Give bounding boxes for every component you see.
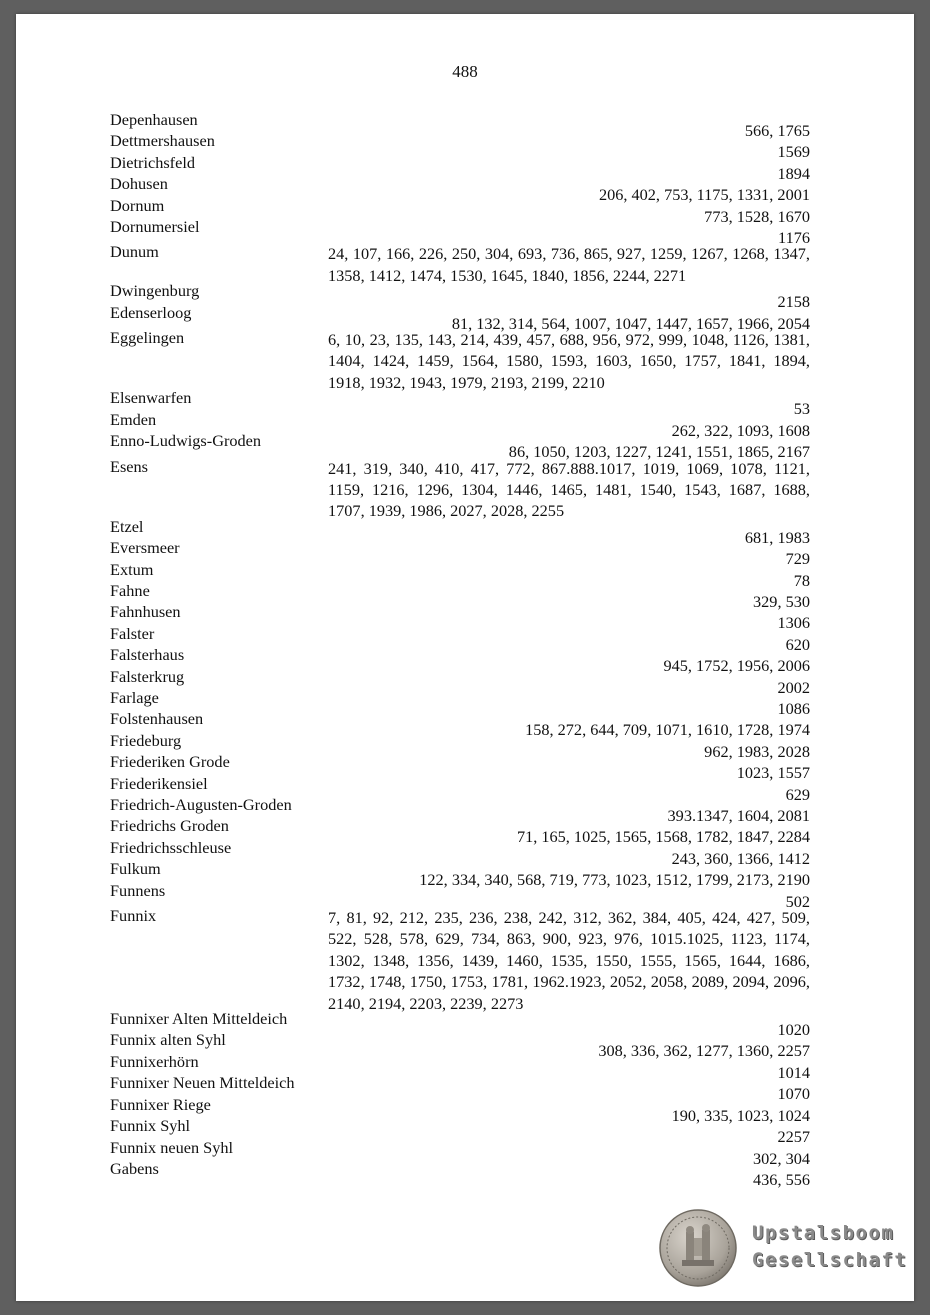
reference-numbers: 53 bbox=[793, 399, 810, 419]
reference-numbers: 502 bbox=[785, 891, 810, 911]
society-name-line1: Upstalsboom bbox=[752, 1222, 895, 1244]
reference-numbers: 24, 107, 166, 226, 250, 304, 693, 736, 865, 927, 1259, 1267, 1268, 1347, 1358, 1412, 1474, 1530, 1645, 1840, 1856, 2244, 2271 bbox=[328, 244, 810, 285]
place-name: Dornumersiel bbox=[110, 217, 200, 237]
reference-numbers: 2257 bbox=[777, 1127, 810, 1147]
place-name: Enno-Ludwigs-Groden bbox=[110, 431, 262, 451]
reference-numbers: 1020 bbox=[777, 1020, 810, 1040]
place-name: Falster bbox=[110, 623, 155, 643]
place-name: Friedrichs Groden bbox=[110, 816, 229, 836]
reference-numbers: 1070 bbox=[777, 1084, 810, 1104]
reference-numbers: 945, 1752, 1956, 2006 bbox=[663, 656, 810, 676]
place-name: Farlage bbox=[110, 687, 159, 707]
place-name: Funnix neuen Syhl bbox=[110, 1137, 234, 1157]
reference-numbers: 78 bbox=[793, 570, 810, 590]
place-name: Depenhausen bbox=[110, 110, 198, 129]
place-name: Dettmershausen bbox=[110, 131, 215, 151]
reference-numbers: 86, 1050, 1203, 1227, 1241, 1551, 1865, 2167 bbox=[508, 442, 810, 462]
reference-numbers: 436, 556 bbox=[753, 1169, 810, 1189]
society-name bbox=[752, 1220, 907, 1274]
place-name: Eversmeer bbox=[110, 538, 180, 558]
place-name: Funnix alten Syhl bbox=[110, 1030, 226, 1050]
place-name: Gabens bbox=[110, 1158, 159, 1178]
reference-numbers: 158, 272, 644, 709, 1071, 1610, 1728, 1974 bbox=[525, 720, 810, 740]
place-name: Esens bbox=[110, 456, 148, 476]
place-name: Elsenwarfen bbox=[110, 388, 192, 408]
page-number: 488 bbox=[452, 62, 478, 81]
reference-numbers: 2002 bbox=[777, 677, 810, 697]
reference-numbers: 262, 322, 1093, 1608 bbox=[671, 420, 810, 440]
place-name: Dornum bbox=[110, 195, 165, 215]
reference-numbers: 1569 bbox=[777, 142, 810, 162]
place-name: Falsterkrug bbox=[110, 666, 185, 686]
place-name: Friedrich-Augusten-Groden bbox=[110, 795, 292, 814]
place-name: Funnens bbox=[110, 880, 166, 900]
place-name: Friedeburg bbox=[110, 730, 182, 750]
place-name: Eggelingen bbox=[110, 328, 185, 348]
reference-numbers: 1086 bbox=[777, 698, 810, 718]
index-entry bbox=[110, 329, 810, 393]
reference-numbers: 206, 402, 753, 1175, 1331, 2001 bbox=[598, 185, 810, 205]
place-name: Dietrichsfeld bbox=[110, 152, 195, 172]
place-name: Fahne bbox=[110, 580, 150, 600]
place-name: Funnixerhörn bbox=[110, 1051, 199, 1071]
reference-numbers: 243, 360, 1366, 1412 bbox=[671, 848, 810, 868]
place-index-list bbox=[110, 110, 810, 1189]
place-name: Emden bbox=[110, 409, 157, 429]
reference-numbers: 681, 1983 bbox=[744, 527, 810, 547]
place-name: Fulkum bbox=[110, 859, 161, 879]
place-name: Fahnhusen bbox=[110, 602, 181, 622]
reference-numbers: 71, 165, 1025, 1565, 1568, 1782, 1847, 2284 bbox=[516, 827, 810, 847]
reference-numbers: 1014 bbox=[777, 1062, 810, 1082]
place-name: Folstenhausen bbox=[110, 709, 204, 729]
reference-numbers: 1023, 1557 bbox=[736, 763, 810, 783]
reference-numbers: 962, 1983, 2028 bbox=[704, 741, 810, 761]
reference-numbers: 629 bbox=[785, 784, 810, 804]
place-name: Dohusen bbox=[110, 174, 168, 194]
reference-numbers: 2158 bbox=[777, 292, 810, 312]
index-entry bbox=[110, 907, 810, 1014]
reference-numbers: 329, 530 bbox=[753, 591, 810, 611]
reference-numbers: 190, 335, 1023, 1024 bbox=[671, 1105, 810, 1125]
place-name: Friedrichsschleuse bbox=[110, 837, 232, 857]
reference-numbers: 1894 bbox=[777, 163, 810, 183]
place-name: Funnixer Neuen Mitteldeich bbox=[110, 1073, 295, 1093]
reference-numbers: 1176 bbox=[778, 228, 810, 248]
reference-numbers: 773, 1528, 1670 bbox=[704, 206, 810, 226]
place-name: Extum bbox=[110, 559, 154, 579]
society-name-line2: Gesellschaft bbox=[752, 1249, 908, 1271]
place-name: Funnix Syhl bbox=[110, 1116, 191, 1136]
reference-numbers: 6, 10, 23, 135, 143, 214, 439, 457, 688, 956, 972, 999, 1048, 1126, 1381, 1404, 1424, 1459, 1564, 1580, 1593, 1603, 1650, 1757, 1841, 1894, 1918, 1932, 1943, 1979, 2193, 2199, 2210 bbox=[328, 330, 810, 392]
reference-numbers: 308, 336, 362, 1277, 1360, 2257 bbox=[598, 1041, 810, 1061]
seal-icon bbox=[658, 1208, 738, 1288]
reference-numbers: 1306 bbox=[777, 613, 810, 633]
document-page bbox=[16, 14, 914, 1301]
place-name: Etzel bbox=[110, 516, 144, 536]
place-name: Friederiken Grode bbox=[110, 752, 230, 772]
place-name: Friederikensiel bbox=[110, 773, 208, 793]
reference-numbers: 81, 132, 314, 564, 1007, 1047, 1447, 1657, 1966, 2054 bbox=[451, 313, 810, 333]
place-name: Dwingenburg bbox=[110, 281, 200, 301]
index-entry bbox=[110, 458, 810, 522]
reference-numbers: 7, 81, 92, 212, 235, 236, 238, 242, 312, 362, 384, 405, 424, 427, 509, 522, 528, 578, 629, 734, 863, 900, 923, 976, 1015.1025, 1123, 1174, 1302, 1348, 1356, 1439, 1460, 1535, 1550, 1555, 1565, 1644, 1686, 1732, 1748, 1750, 1753, 1781, 1962.1923, 2052, 2058, 2089, 2094, 2096, 2140, 2194, 2203, 2239, 2273 bbox=[328, 908, 810, 1013]
reference-numbers: 241, 319, 340, 410, 417, 772, 867.888.1017, 1019, 1069, 1078, 1121, 1159, 1216, 1296, 1304, 1446, 1465, 1481, 1540, 1543, 1687, 1688, 1707, 1939, 1986, 2027, 2028, 2255 bbox=[328, 458, 810, 521]
society-logo bbox=[658, 1208, 908, 1288]
place-name: Falsterhaus bbox=[110, 645, 185, 665]
reference-numbers: 393.1347, 1604, 2081 bbox=[667, 806, 810, 825]
reference-numbers: 302, 304 bbox=[753, 1148, 810, 1168]
place-name: Funnixer Alten Mitteldeich bbox=[110, 1009, 288, 1029]
reference-numbers: 566, 1765 bbox=[744, 121, 810, 140]
reference-numbers: 620 bbox=[785, 634, 810, 654]
place-name: Dunum bbox=[110, 242, 159, 262]
reference-numbers: 122, 334, 340, 568, 719, 773, 1023, 1512, 1799, 2173, 2190 bbox=[419, 870, 810, 890]
place-name: Funnixer Riege bbox=[110, 1094, 211, 1114]
place-name: Funnix bbox=[110, 906, 157, 926]
reference-numbers: 729 bbox=[785, 549, 810, 569]
place-name: Edenserloog bbox=[110, 302, 192, 322]
